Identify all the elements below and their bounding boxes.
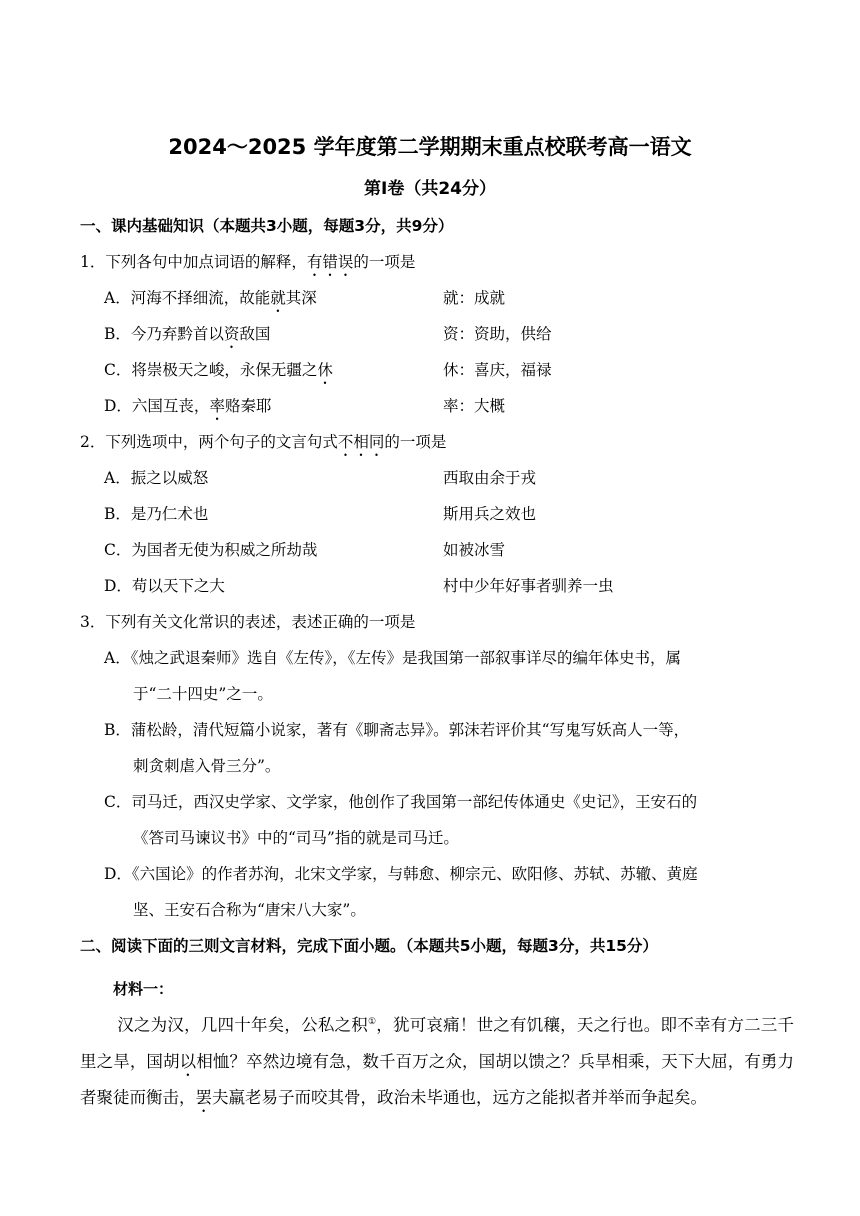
question-3-stem: 3．下列有关文化常识的表述，表述正确的一项是 xyxy=(80,613,416,631)
q1-option-d: D．六国互丧，率赂秦耶 xyxy=(104,397,272,415)
footnote-marker: ① xyxy=(367,1017,377,1027)
q2-option-c-right: 如被冰雪 xyxy=(443,541,506,559)
section-1-heading: 一、课内基础知识（本题共3小题，每题3分，共9分） xyxy=(80,217,454,235)
question-2-stem: 2．下列选项中，两个句子的文言句式不相同的一项是 xyxy=(80,433,447,451)
q3-option-b-line2: 刺贪刺虐入骨三分”。 xyxy=(133,757,281,775)
q3-option-c-line2: 《答司马谏议书》中的“司马”指的就是司马迁。 xyxy=(133,829,459,847)
q3-option-d-line1: D．《六国论》的作者苏洵，北宋文学家，与韩愈、柳宗元、欧阳修、苏轼、苏辙、黄庭 xyxy=(104,865,698,883)
q1-option-d-answer: 率：大概 xyxy=(443,397,506,415)
q2-option-b-left: B．是乃仁术也 xyxy=(104,505,209,523)
q2-option-d-right: 村中少年好事者驯养一虫 xyxy=(443,577,614,595)
q1-option-c-answer: 休：喜庆，福禄 xyxy=(443,361,552,379)
question-1-stem: 1．下列各句中加点词语的解释，有错误的一项是 xyxy=(80,253,416,271)
material-1-label: 材料一： xyxy=(113,980,174,998)
q1-option-b-answer: 资：资助，供给 xyxy=(443,325,552,343)
q3-option-a-line2: 于“二十四史”之一。 xyxy=(133,685,273,703)
q2-option-c-left: C．为国者无使为积威之所劫哉 xyxy=(104,541,318,559)
q1-option-a-answer: 就：成就 xyxy=(443,289,506,307)
q2-option-d-left: D．苟以天下之大 xyxy=(104,577,225,595)
section-2-heading: 二、阅读下面的三则文言材料，完成下面小题。（本题共5小题，每题3分，共15分） xyxy=(80,937,658,955)
q3-option-b-line1: B．蒲松龄，清代短篇小说家，著有《聊斋志异》。郭沫若评价其“写鬼写妖高人一等， xyxy=(104,721,690,739)
q2-option-a-right: 西取由余于戎 xyxy=(443,469,537,487)
q3-option-d-line2: 坚、王安石合称为“唐宋八大家”。 xyxy=(133,901,366,919)
q1-option-b: B．今乃弃黔首以资敌国 xyxy=(104,325,271,343)
q1-option-a: A．河海不择细流，故能就其深 xyxy=(104,289,317,307)
volume-subtitle: 第Ⅰ卷（共24分） xyxy=(364,179,496,199)
exam-title: 2024～2025 学年度第二学期期末重点校联考高一语文 xyxy=(168,135,692,159)
q1-option-c: C．将崇极天之峻，永保无疆之休 xyxy=(104,361,333,379)
material-1-paragraph: 汉之为汉，几四十年矣，公私之积①，犹可哀痛！世之有饥穰，天之行也。即不幸有方二三千里之旱，国胡以相恤？卒然边境有急，数千百万之众，国胡以馈之？兵旱相乘，天下大屈，有勇力者聚徒而衡击，罢夫羸老易子而咬其骨，政治未毕通也，远方之能拟者并举而争起矣。 xyxy=(80,1015,795,1107)
q2-option-b-right: 斯用兵之效也 xyxy=(443,505,537,523)
q3-option-a-line1: A．《烛之武退秦师》选自《左传》，《左传》是我国第一部叙事详尽的编年体史书，属 xyxy=(104,649,681,667)
q2-option-a-left: A．振之以威怒 xyxy=(104,469,209,487)
q3-option-c-line1: C．司马迁，西汉史学家、文学家，他创作了我国第一部纪传体通史《史记》，王安石的 xyxy=(104,793,698,811)
